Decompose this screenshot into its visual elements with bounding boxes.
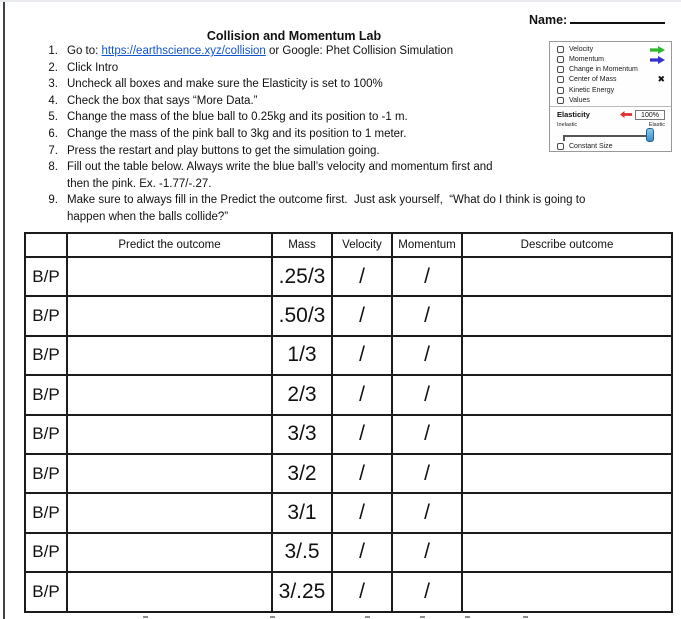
values-checkbox: [557, 97, 564, 104]
describe-cell[interactable]: [462, 296, 672, 335]
bp-label-cell: B/P: [25, 375, 67, 414]
instruction-number: 6.: [48, 127, 58, 140]
page-edge-text-fragment: [420, 616, 425, 618]
bp-label-cell: B/P: [25, 336, 67, 375]
instruction-item: [40, 159, 660, 192]
velocity-checkbox-row: [557, 45, 665, 54]
mass-cell: .50/3: [272, 296, 332, 335]
table-row: [25, 375, 672, 414]
mass-cell: 3/3: [272, 415, 332, 454]
instruction-text: Fill out the table below. Always write the blue ball’s velocity and momentum first and then the pink. Ex. -1.77/-.27.: [67, 161, 493, 190]
instruction-text: Make sure to always fill in the Predict the outcome first. Just ask yourself, “What do I think is going to happen when the balls collide?”: [67, 194, 586, 223]
predict-cell[interactable]: [67, 533, 272, 572]
lab-data-table: [24, 232, 673, 613]
velocity-cell[interactable]: /: [332, 375, 392, 414]
mass-cell: 1/3: [272, 336, 332, 375]
velocity-cell[interactable]: /: [332, 572, 392, 611]
instruction-text: Press the restart and play buttons to get the simulation going.: [67, 144, 380, 157]
describe-cell[interactable]: [462, 572, 672, 611]
mass-cell: 3/2: [272, 454, 332, 493]
page-edge-text-fragment: [143, 616, 148, 618]
momentum-cell[interactable]: /: [392, 415, 462, 454]
table-row: [25, 572, 672, 611]
predict-cell[interactable]: [67, 336, 272, 375]
page-top-edge: [0, 0, 681, 2]
elasticity-slider: [563, 128, 651, 142]
elasticity-slider-track: [563, 135, 651, 137]
table-row: [25, 296, 672, 335]
kinetic-energy-label: Kinetic Energy: [569, 87, 615, 94]
velocity-cell[interactable]: /: [332, 454, 392, 493]
momentum-cell[interactable]: /: [392, 533, 462, 572]
header-mass: Mass: [272, 233, 332, 257]
phet-control-panel-image: [549, 41, 672, 152]
constant-size-checkbox-row: [557, 142, 665, 151]
table-row: [25, 454, 672, 493]
mass-cell: 2/3: [272, 375, 332, 414]
instruction-text: [67, 43, 453, 60]
velocity-arrow-icon: [650, 46, 665, 54]
instruction-number: 8.: [48, 161, 58, 174]
instruction-text: Uncheck all boxes and make sure the Elasticity is set to 100%: [67, 78, 383, 91]
elasticity-slider-handle: [646, 128, 654, 142]
constant-size-checkbox: [557, 143, 564, 150]
table-row: [25, 257, 672, 296]
name-blank-line[interactable]: [570, 10, 665, 24]
collision-link[interactable]: https://earthscience.xyz/collision: [101, 45, 266, 57]
momentum-checkbox-row: [557, 55, 665, 64]
header-predict: Predict the outcome: [67, 233, 272, 257]
inelastic-label: Inelastic: [557, 122, 578, 128]
velocity-checkbox: [557, 46, 564, 53]
table-row: [25, 415, 672, 454]
velocity-cell[interactable]: /: [332, 493, 392, 532]
panel-divider: [550, 106, 671, 107]
bp-label-cell: B/P: [25, 296, 67, 335]
velocity-cell[interactable]: /: [332, 257, 392, 296]
constant-size-label: Constant Size: [569, 143, 613, 150]
table-row: [25, 336, 672, 375]
elasticity-value-box: 100%: [635, 110, 665, 120]
velocity-cell[interactable]: /: [332, 336, 392, 375]
name-label: Name:: [529, 13, 568, 27]
values-label: Values: [569, 97, 590, 104]
momentum-cell[interactable]: /: [392, 375, 462, 414]
kinetic-energy-checkbox: [557, 87, 564, 94]
instruction-number: 9.: [48, 194, 58, 207]
predict-cell[interactable]: [67, 257, 272, 296]
instruction-number: 3.: [48, 78, 58, 91]
predict-cell[interactable]: [67, 375, 272, 414]
velocity-label: Velocity: [569, 46, 594, 53]
page-edge-text-fragment: [465, 616, 470, 618]
describe-cell[interactable]: [462, 375, 672, 414]
velocity-cell[interactable]: /: [332, 415, 392, 454]
table-header-row: [25, 233, 672, 257]
momentum-label: Momentum: [569, 56, 605, 63]
momentum-cell[interactable]: /: [392, 493, 462, 532]
bp-label-cell: B/P: [25, 533, 67, 572]
table-row: [25, 493, 672, 532]
momentum-arrow-icon: [650, 56, 665, 64]
center-of-mass-checkbox-row: [557, 75, 665, 84]
header-describe: Describe outcome: [462, 233, 672, 257]
table-row: [25, 533, 672, 572]
predict-cell[interactable]: [67, 454, 272, 493]
velocity-cell[interactable]: /: [332, 533, 392, 572]
momentum-cell[interactable]: /: [392, 572, 462, 611]
describe-cell[interactable]: [462, 533, 672, 572]
instruction-text: Change the mass of the blue ball to 0.25kg and its position to -1 m.: [67, 111, 408, 124]
header-blank: [25, 233, 67, 257]
describe-cell[interactable]: [462, 454, 672, 493]
instruction-number: 4.: [48, 94, 58, 107]
kinetic-energy-checkbox-row: [557, 86, 665, 95]
predict-cell[interactable]: [67, 572, 272, 611]
page-edge-text-fragment: [523, 616, 528, 618]
values-checkbox-row: [557, 96, 665, 105]
change-in-momentum-checkbox: [557, 66, 564, 73]
predict-cell[interactable]: [67, 415, 272, 454]
page-title: Collision and Momentum Lab: [206, 29, 382, 43]
instruction-number: 7.: [48, 144, 58, 157]
instruction-text: Change the mass of the pink ball to 3kg and its position to 1 meter.: [67, 127, 407, 140]
mass-cell: 3/1: [272, 493, 332, 532]
center-of-mass-x-icon: ✖: [657, 74, 665, 84]
elasticity-row: [557, 109, 665, 120]
red-left-arrow-icon: [620, 111, 632, 118]
page-edge-text-fragment: [365, 616, 370, 618]
instruction-item: [40, 192, 660, 225]
momentum-cell[interactable]: /: [392, 454, 462, 493]
describe-cell[interactable]: [462, 336, 672, 375]
page-left-edge-line: [3, 2, 5, 619]
describe-cell[interactable]: [462, 493, 672, 532]
page-edge-text-fragment: [270, 616, 275, 618]
elasticity-label: Elasticity: [557, 110, 590, 119]
instruction-number: 1.: [48, 45, 58, 57]
describe-cell[interactable]: [462, 257, 672, 296]
bp-label-cell: B/P: [25, 493, 67, 532]
predict-cell[interactable]: [67, 296, 272, 335]
momentum-cell[interactable]: /: [392, 336, 462, 375]
bp-label-cell: B/P: [25, 572, 67, 611]
bp-label-cell: B/P: [25, 257, 67, 296]
mass-cell: .25/3: [272, 257, 332, 296]
elasticity-slider-left-tick: [563, 135, 565, 141]
header-momentum: Momentum: [392, 233, 462, 257]
center-of-mass-label: Center of Mass: [569, 76, 617, 83]
instruction-text: Click Intro: [67, 61, 119, 74]
instruction-number: 2.: [48, 61, 58, 74]
bp-label-cell: B/P: [25, 454, 67, 493]
momentum-checkbox: [557, 56, 564, 63]
bp-label-cell: B/P: [25, 415, 67, 454]
elastic-label: Elastic: [648, 122, 665, 128]
predict-cell[interactable]: [67, 493, 272, 532]
instruction-number: 5.: [48, 111, 58, 124]
center-of-mass-checkbox: [557, 76, 564, 83]
mass-cell: 3/.5: [272, 533, 332, 572]
change-in-momentum-checkbox-row: [557, 65, 665, 74]
mass-cell: 3/.25: [272, 572, 332, 611]
momentum-cell[interactable]: /: [392, 296, 462, 335]
instruction-text: Check the box that says “More Data.”: [67, 94, 258, 107]
momentum-cell[interactable]: /: [392, 257, 462, 296]
velocity-cell[interactable]: /: [332, 296, 392, 335]
header-velocity: Velocity: [332, 233, 392, 257]
name-field: [529, 10, 665, 27]
instruction-prefix: Go to:: [67, 45, 102, 57]
change-in-momentum-label: Change in Momentum: [569, 66, 638, 73]
describe-cell[interactable]: [462, 415, 672, 454]
instruction-suffix: or Google: Phet Collision Simulation: [265, 45, 454, 57]
